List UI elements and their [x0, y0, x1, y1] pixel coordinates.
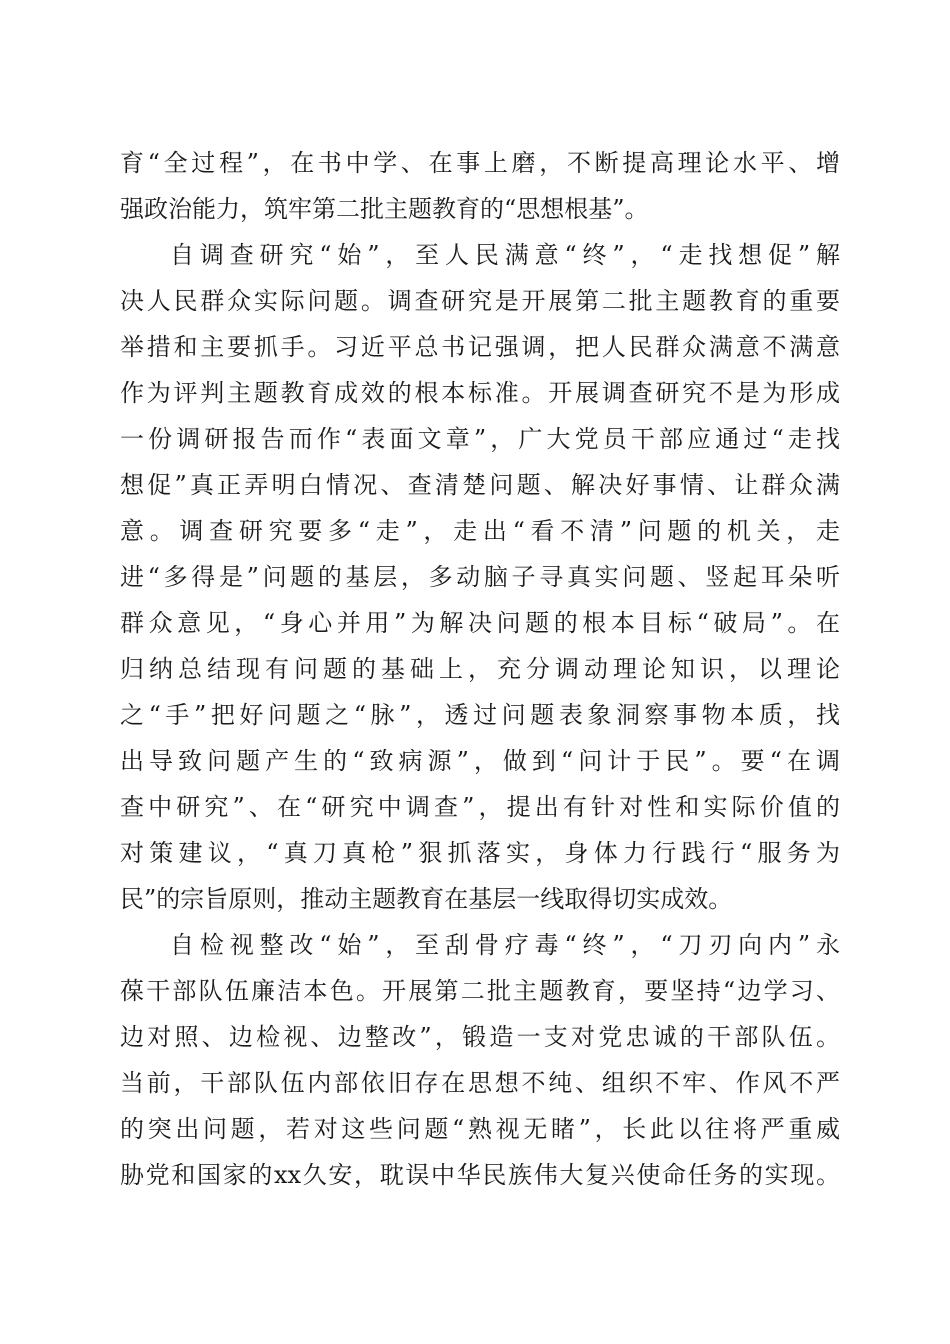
text-line: 归纳总结现有问题的基础上，充分调动理论知识，以理论: [120, 655, 840, 683]
text-line: 想促”真正弄明白情况、查清楚问题、解决好事情、让群众满: [120, 471, 840, 499]
text-line: 当前，干部队伍内部依旧存在思想不纯、组织不牢、作风不严: [120, 1069, 840, 1097]
body-text: [120, 140, 840, 1198]
text-line: 自调查研究“始”，至人民满意“终”，“走找想促”解: [170, 241, 840, 269]
text-line: 作为评判主题教育成效的根本标准。开展调查研究不是为形成: [120, 379, 840, 407]
text-line: 强政治能力，筑牢第二批主题教育的“思想根基”。: [120, 195, 649, 223]
text-line: 对策建议，“真刀真枪”狠抓落实，身体力行践行“服务为: [120, 839, 840, 867]
text-line: 进“多得是”问题的基层，多动脑子寻真实问题、竖起耳朵听: [120, 563, 840, 591]
text-line: 葆干部队伍廉洁本色。开展第二批主题教育，要坚持“边学习、: [120, 977, 840, 1005]
text-line: 举措和主要抓手。习近平总书记强调，把人民群众满意不满意: [120, 333, 840, 361]
text-line: 胁党和国家的xx久安，耽误中华民族伟大复兴使命任务的实现。: [120, 1161, 840, 1189]
text-line: 民”的宗旨原则，推动主题教育在基层一线取得切实成效。: [120, 885, 733, 913]
text-line: 决人民群众实际问题。调查研究是开展第二批主题教育的重要: [120, 287, 840, 315]
text-line: 查中研究”、在“研究中调查”，提出有针对性和实际价值的: [120, 793, 840, 821]
text-line: 意。调查研究要多“走”，走出“看不清”问题的机关，走: [120, 517, 840, 545]
text-line: 之“手”把好问题之“脉”，透过问题表象洞察事物本质，找: [120, 701, 840, 729]
text-line: 自检视整改“始”，至刮骨疗毒“终”，“刀刃向内”永: [170, 931, 840, 959]
text-line: 出导致问题产生的“致病源”，做到“问计于民”。要“在调: [120, 747, 840, 775]
text-line: 育“全过程”，在书中学、在事上磨，不断提高理论水平、增: [120, 149, 840, 177]
text-line: 一份调研报告而作“表面文章”，广大党员干部应通过“走找: [120, 425, 840, 453]
text-line: 的突出问题，若对这些问题“熟视无睹”，长此以往将严重威: [120, 1115, 840, 1143]
text-line: 群众意见，“身心并用”为解决问题的根本目标“破局”。在: [120, 609, 840, 637]
text-line: 边对照、边检视、边整改”，锻造一支对党忠诚的干部队伍。: [120, 1023, 840, 1051]
